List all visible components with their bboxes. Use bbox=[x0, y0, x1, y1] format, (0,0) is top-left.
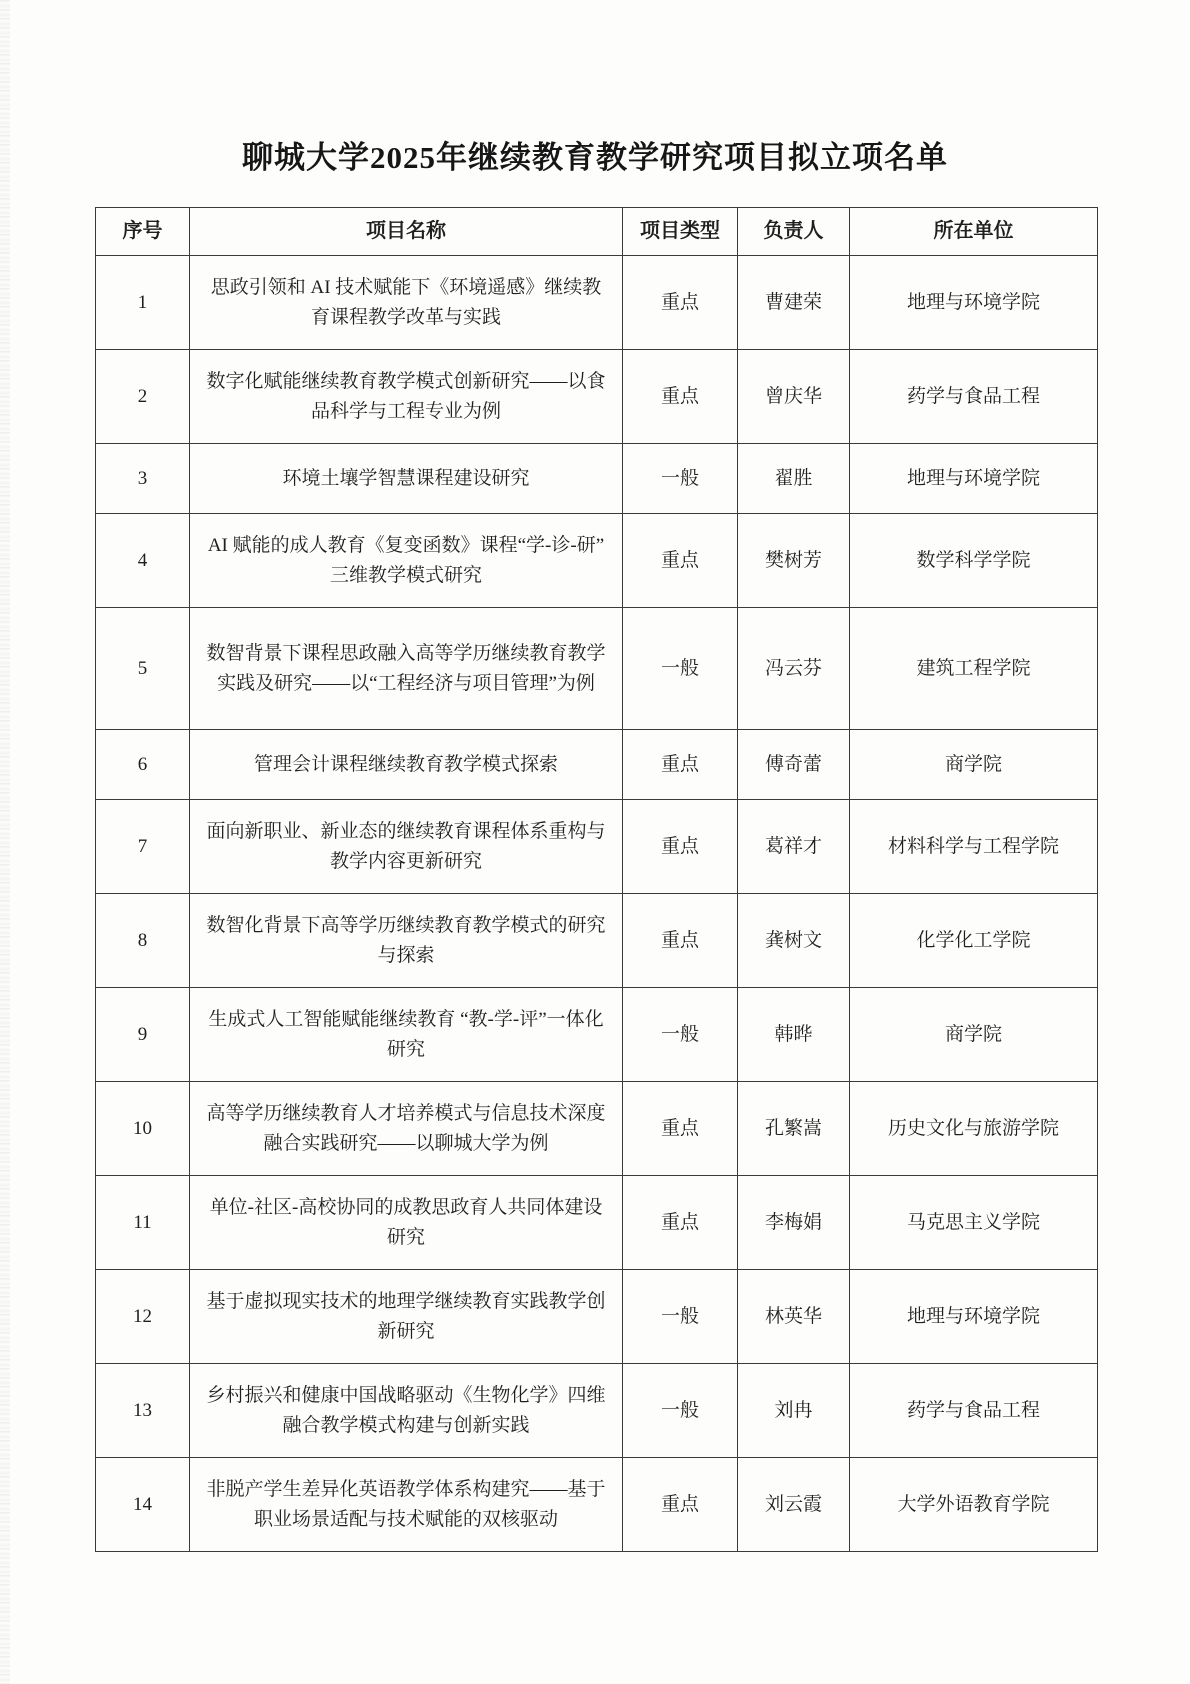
project-type-cell: 一般 bbox=[623, 1364, 738, 1458]
project-name-cell: 环境土壤学智慧课程建设研究 bbox=[190, 444, 623, 514]
row-number-cell: 9 bbox=[96, 988, 190, 1082]
leader-cell: 翟胜 bbox=[738, 444, 850, 514]
row-number-cell: 2 bbox=[96, 350, 190, 444]
project-type-cell: 重点 bbox=[623, 800, 738, 894]
unit-cell: 数学科学学院 bbox=[850, 514, 1098, 608]
row-number-cell: 6 bbox=[96, 730, 190, 800]
row-number-cell: 13 bbox=[96, 1364, 190, 1458]
row-number-cell: 12 bbox=[96, 1270, 190, 1364]
project-name-cell: 思政引领和 AI 技术赋能下《环境遥感》继续教育课程教学改革与实践 bbox=[190, 256, 623, 350]
leader-cell: 曹建荣 bbox=[738, 256, 850, 350]
project-type-cell: 重点 bbox=[623, 894, 738, 988]
leader-cell: 冯云芬 bbox=[738, 608, 850, 730]
project-type-cell: 一般 bbox=[623, 988, 738, 1082]
leader-cell: 李梅娟 bbox=[738, 1176, 850, 1270]
leader-cell: 龚树文 bbox=[738, 894, 850, 988]
row-number-cell: 1 bbox=[96, 256, 190, 350]
table-row bbox=[96, 894, 1098, 988]
table-row bbox=[96, 608, 1098, 730]
project-type-cell: 一般 bbox=[623, 608, 738, 730]
header-type: 项目类型 bbox=[623, 208, 738, 256]
leader-cell: 孔繁嵩 bbox=[738, 1082, 850, 1176]
row-number-cell: 11 bbox=[96, 1176, 190, 1270]
leader-cell: 樊树芳 bbox=[738, 514, 850, 608]
row-number-cell: 7 bbox=[96, 800, 190, 894]
table-header-row bbox=[96, 208, 1098, 256]
table-row bbox=[96, 514, 1098, 608]
unit-cell: 药学与食品工程 bbox=[850, 1364, 1098, 1458]
leader-cell: 刘云霞 bbox=[738, 1458, 850, 1552]
unit-cell: 商学院 bbox=[850, 988, 1098, 1082]
unit-cell: 材料科学与工程学院 bbox=[850, 800, 1098, 894]
project-list-table bbox=[95, 207, 1098, 1552]
table-row bbox=[96, 1176, 1098, 1270]
leader-cell: 刘冉 bbox=[738, 1364, 850, 1458]
table-row bbox=[96, 350, 1098, 444]
project-type-cell: 一般 bbox=[623, 444, 738, 514]
unit-cell: 商学院 bbox=[850, 730, 1098, 800]
leader-cell: 葛祥才 bbox=[738, 800, 850, 894]
table-row bbox=[96, 1082, 1098, 1176]
table-row bbox=[96, 256, 1098, 350]
row-number-cell: 4 bbox=[96, 514, 190, 608]
table-row bbox=[96, 1364, 1098, 1458]
table-row bbox=[96, 1458, 1098, 1552]
project-type-cell: 重点 bbox=[623, 1176, 738, 1270]
project-type-cell: 重点 bbox=[623, 256, 738, 350]
row-number-cell: 5 bbox=[96, 608, 190, 730]
scanner-edge-artifact bbox=[0, 0, 10, 1684]
table-row bbox=[96, 988, 1098, 1082]
header-name: 项目名称 bbox=[190, 208, 623, 256]
leader-cell: 林英华 bbox=[738, 1270, 850, 1364]
leader-cell: 曾庆华 bbox=[738, 350, 850, 444]
leader-cell: 韩晔 bbox=[738, 988, 850, 1082]
table-row bbox=[96, 444, 1098, 514]
project-type-cell: 重点 bbox=[623, 350, 738, 444]
unit-cell: 马克思主义学院 bbox=[850, 1176, 1098, 1270]
table-row bbox=[96, 730, 1098, 800]
project-name-cell: 乡村振兴和健康中国战略驱动《生物化学》四维融合教学模式构建与创新实践 bbox=[190, 1364, 623, 1458]
unit-cell: 地理与环境学院 bbox=[850, 1270, 1098, 1364]
unit-cell: 历史文化与旅游学院 bbox=[850, 1082, 1098, 1176]
project-name-cell: 基于虚拟现实技术的地理学继续教育实践教学创新研究 bbox=[190, 1270, 623, 1364]
unit-cell: 大学外语教育学院 bbox=[850, 1458, 1098, 1552]
project-name-cell: 管理会计课程继续教育教学模式探索 bbox=[190, 730, 623, 800]
unit-cell: 地理与环境学院 bbox=[850, 256, 1098, 350]
row-number-cell: 3 bbox=[96, 444, 190, 514]
row-number-cell: 8 bbox=[96, 894, 190, 988]
project-type-cell: 重点 bbox=[623, 514, 738, 608]
row-number-cell: 14 bbox=[96, 1458, 190, 1552]
leader-cell: 傅奇蕾 bbox=[738, 730, 850, 800]
project-type-cell: 重点 bbox=[623, 1458, 738, 1552]
row-number-cell: 10 bbox=[96, 1082, 190, 1176]
unit-cell: 药学与食品工程 bbox=[850, 350, 1098, 444]
project-type-cell: 重点 bbox=[623, 730, 738, 800]
unit-cell: 化学化工学院 bbox=[850, 894, 1098, 988]
table-row bbox=[96, 1270, 1098, 1364]
project-name-cell: 高等学历继续教育人才培养模式与信息技术深度融合实践研究——以聊城大学为例 bbox=[190, 1082, 623, 1176]
project-name-cell: 数智背景下课程思政融入高等学历继续教育教学实践及研究——以“工程经济与项目管理”为例 bbox=[190, 608, 623, 730]
project-type-cell: 一般 bbox=[623, 1270, 738, 1364]
project-name-cell: AI 赋能的成人教育《复变函数》课程“学-诊-研”三维教学模式研究 bbox=[190, 514, 623, 608]
project-type-cell: 重点 bbox=[623, 1082, 738, 1176]
project-name-cell: 生成式人工智能赋能继续教育 “教-学-评”一体化研究 bbox=[190, 988, 623, 1082]
unit-cell: 地理与环境学院 bbox=[850, 444, 1098, 514]
header-no: 序号 bbox=[96, 208, 190, 256]
project-name-cell: 数智化背景下高等学历继续教育教学模式的研究与探索 bbox=[190, 894, 623, 988]
unit-cell: 建筑工程学院 bbox=[850, 608, 1098, 730]
document-title: 聊城大学2025年继续教育教学研究项目拟立项名单 bbox=[242, 140, 948, 175]
header-leader: 负责人 bbox=[738, 208, 850, 256]
project-name-cell: 面向新职业、新业态的继续教育课程体系重构与教学内容更新研究 bbox=[190, 800, 623, 894]
project-name-cell: 单位-社区-高校协同的成教思政育人共同体建设研究 bbox=[190, 1176, 623, 1270]
table-row bbox=[96, 800, 1098, 894]
project-name-cell: 非脱产学生差异化英语教学体系构建究——基于职业场景适配与技术赋能的双核驱动 bbox=[190, 1458, 623, 1552]
header-unit: 所在单位 bbox=[850, 208, 1098, 256]
project-name-cell: 数字化赋能继续教育教学模式创新研究——以食品科学与工程专业为例 bbox=[190, 350, 623, 444]
